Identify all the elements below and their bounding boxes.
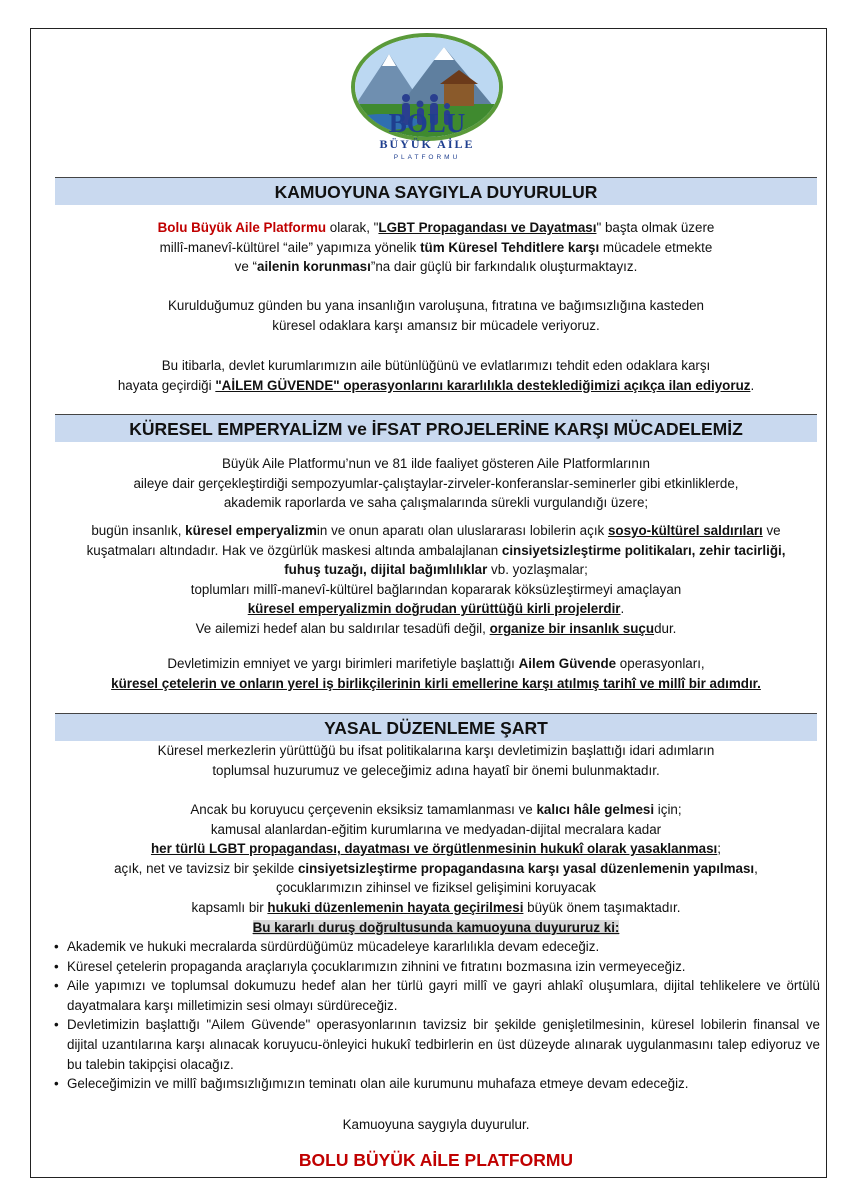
heading-legal-regulation: YASAL DÜZENLEME ŞART [55, 713, 817, 741]
bullet-icon: • [54, 939, 59, 954]
bullet-icon: • [54, 1017, 59, 1033]
logo-line2: BÜYÜK AİLE [379, 137, 475, 151]
logo-line3: PLATFORMU [393, 154, 461, 161]
section2-paragraph-1: Büyük Aile Platformu’nun ve 81 ilde faaliyet gösteren Aile Platformlarının aileye dair gerçekleştirdiği sempozyumlar-çalıştaylar-zirveler-konferanslar-seminerler gibi etkinliklerde, akademik raporlarda ve saha çalışmalarında sürekli vurgulandığı üzere; [133, 456, 739, 511]
section1-paragraph-1: Bolu Büyük Aile Platformu olarak, "LGBT Propagandası ve Dayatması" başta olmak üzere millî-manevî-kültürel “aile” yapımıza yönelik tüm Küresel Tehditlere karşı mücadele etmekte ve “ailenin korunması”na dair güçlü bir farkındalık oluşturmaktayız. [157, 220, 715, 275]
section3-paragraph-2: Ancak bu koruyucu çerçevenin eksiksiz tamamlanması ve kalıcı hâle gelmesi için; kamusal alanlardan-eğitim kurumlarına ve medyadan-dijital mecralara kadar her türlü LGBT propagandası, dayatması ve örgütlenmesinin hukukî olarak yasaklanması; açık, net ve tavizsiz bir şekilde cinsiyetsizleştirme propagandasına karşı yasal düzenlemenin yapılması, çocuklarımızın zihinsel ve fiziksel gelişimini koruyacak kapsamlı bir hukuki düzenlemenin hayata geçirilmesi büyük önem taşımaktadır. Bu kararlı duruş doğrultusunda kamuoyuna duyururuz ki: [114, 802, 758, 935]
bullet-icon: • [54, 978, 59, 994]
list-item: • Aile yapımızı ve toplumsal dokumuzu hedef alan her türlü gayri millî ve gayri ahlakî oluşumlara, dijital tehlikelere ve örtülü dayatmalara karşı milletimizin sesi olmayı sürdüreceğiz. [54, 978, 820, 1013]
declaration-lead: Bu kararlı duruş doğrultusunda kamuoyuna duyururuz ki: [252, 919, 620, 935]
heading-announcement: KAMUOYUNA SAYGIYLA DUYURULUR [55, 177, 817, 205]
list-item: • Geleceğimizin ve millî bağımsızlığımızın teminatı olan aile kurumunu muhafaza etmeye devam edeceğiz. [54, 1074, 820, 1094]
logo-name: BOLU [388, 108, 466, 138]
signature: BOLU BÜYÜK AİLE PLATFORMU [298, 1150, 574, 1170]
section1-paragraph-2: Kurulduğumuz günden bu yana insanlığın varoluşuna, fıtratına ve bağımsızlığına kasteden küresel odaklara karşı amansız bir mücadele veriyoruz. [168, 298, 704, 333]
section2-paragraph-3: Devletimizin emniyet ve yargı birimleri marifetiyle başlattığı Ailem Güvende operasyonları, küresel çetelerin ve onların yerel iş birlikçilerinin kirli emellerine karşı atılmış tarihî ve millî bir adımdır. [111, 656, 761, 691]
section1-paragraph-3: Bu itibarla, devlet kurumlarımızın aile bütünlüğünü ve evlatlarımızı tehdit eden odaklara karşı hayata geçirdiği "AİLEM GÜVENDE" operasyonlarını kararlılıkla desteklediğimizi açıkça ilan ediyoruz. [117, 358, 755, 393]
list-item: • Küresel çetelerin propaganda araçlarıyla çocuklarımızın zihnini ve fıtratını bozmasına izin vermeyeceğiz. [54, 957, 820, 977]
platform-logo [344, 32, 510, 166]
list-item: • Akademik ve hukuki mecralarda sürdürdüğümüz mücadeleye kararlılıkla devam edeceğiz. [54, 937, 820, 957]
section3-paragraph-1: Küresel merkezlerin yürüttüğü bu ifsat politikalarına karşı devletimizin başlattığı idari adımların toplumsal huzurumuz ve geleceğimiz adına hayatî bir önemi bulunmaktadır. [157, 743, 715, 778]
bullet-icon: • [54, 958, 59, 974]
closing-line: Kamuoyuna saygıyla duyurulur. [342, 1117, 530, 1132]
platform-name: Bolu Büyük Aile Platformu [157, 220, 327, 235]
demands-list [54, 937, 820, 1094]
list-item: • Devletimizin başlattığı "Ailem Güvende" operasyonlarının tavizsiz bir şekilde genişletilmesinin, küresel lobilerin finansal ve dijital uzantılarına karşı alınacak koruyucu-önleyici hukukî tedbirlerin en üst düzeyde alınarak uygulanmasını talep ediyoruz ve bu talebin takipçisi olacağız. [54, 1017, 820, 1072]
heading-imperialism: KÜRESEL EMPERYALİZM ve İFSAT PROJELERİNE KARŞI MÜCADELEMİZ [55, 414, 817, 442]
bullet-icon: • [54, 1076, 59, 1092]
section2-paragraph-2: bugün insanlık, küresel emperyalizmin ve onun aparatı olan uluslararası lobilerin açık sosyo-kültürel saldırıları ve kuşatmaları altındadır. Hak ve özgürlük maskesi altında ambalajlanan cinsiyetsizleştirme politikaları, zehir tacirliği, fuhuş tuzağı, dijital bağımlılıklar vb. yozlaşmalar; toplumları millî-manevî-kültürel bağlarından kopararak köksüzleştirmeyi amaçlayan küresel emperyalizmin doğrudan yürüttüğü kirli projelerdir. Ve ailemizi hedef alan bu saldırılar tesadüfi değil, organize bir insanlık suçudur. [86, 523, 786, 636]
